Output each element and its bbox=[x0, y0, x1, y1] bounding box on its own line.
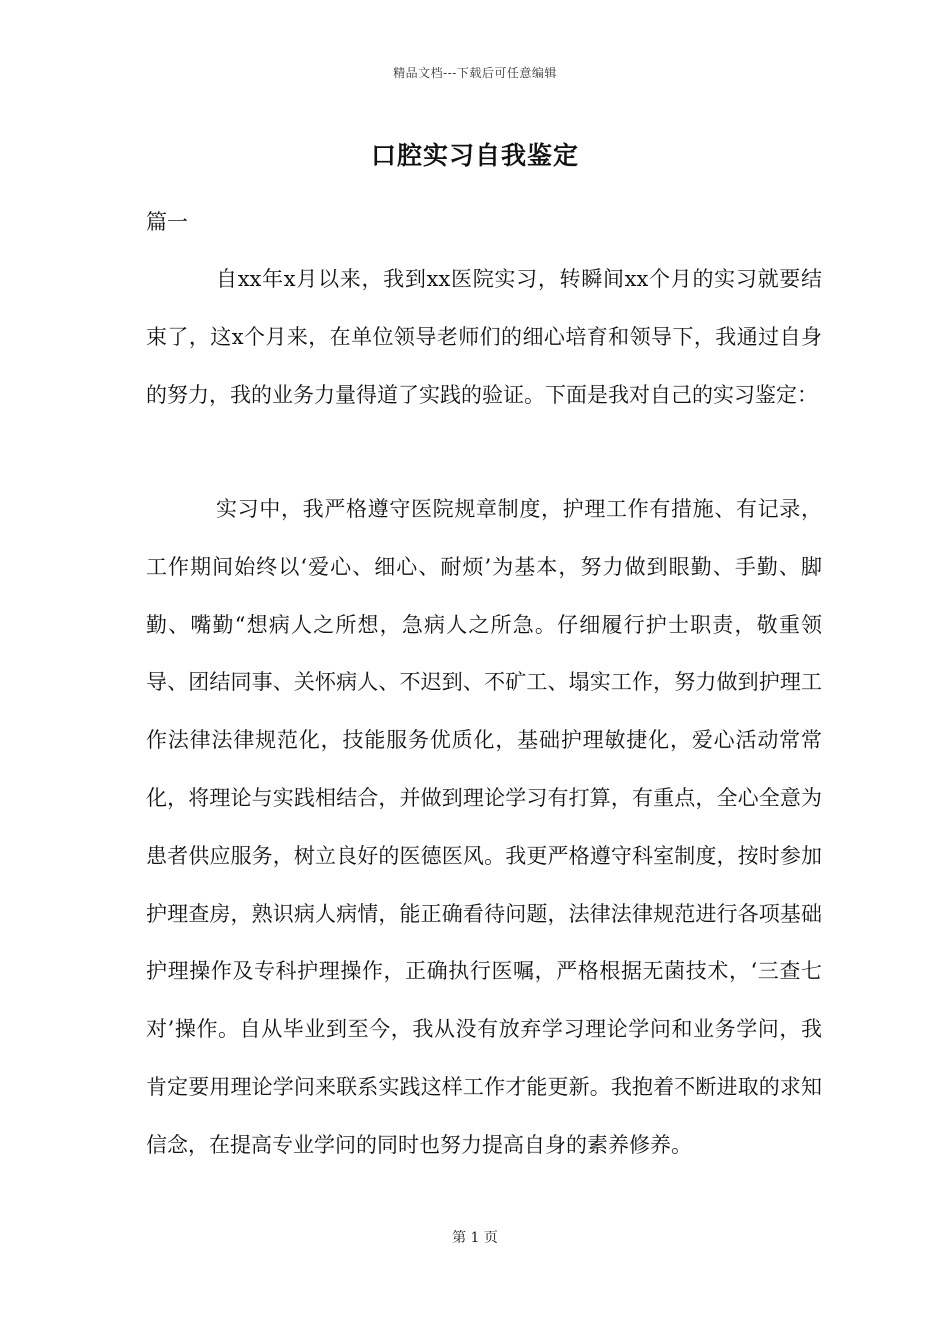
page-number: 第 1 页 bbox=[452, 1230, 498, 1246]
section-label: 篇一 bbox=[146, 210, 188, 234]
paragraph-2: 实习中，我严格遵守医院规章制度，护理工作有措施、有记录，工作期间始终以‘爱心、细心、耐烦’为基本，努力做到眼勤、手勤、脚勤、嘴勤“想病人之所想，急病人之所急。仔细履行护士职责，敬重领导、团结同事、关怀病人、不迟到、不矿工、塌实工作，努力做到护理工作法律法律规范化，技能服务优质化，基础护理敏捷化，爱心活动常常化，将理论与实践相结合，并做到理论学习有打算，有重点，全心全意为患者供应服务，树立良好的医德医风。我更严格遵守科室制度，按时参加护理查房，熟识病人病情，能正确看待问题，法律法律规范进行各项基础护理操作及专科护理操作，正确执行医嘱，严格根据无菌技术，‘三查七对’操作。自从毕业到至今，我从没有放弃学习理论学问和业务学问，我肯定要用理论学问来联系实践这样工作才能更新。我抱着不断进取的求知信念，在提高专业学问的同时也努力提高自身的素养修养。 bbox=[146, 497, 822, 1157]
page-header: 精品文档---下载后可任意编辑 bbox=[393, 66, 557, 80]
paragraph-1: 自xx年x月以来，我到xx医院实习，转瞬间xx个月的实习就要结束了，这x个月来，在单位领导老师们的细心培育和领导下，我通过自身的努力，我的业务力量得道了实践的验证。下面是我对自己的实习鉴定： bbox=[146, 267, 822, 407]
document-title: 口腔实习自我鉴定 bbox=[370, 141, 579, 170]
